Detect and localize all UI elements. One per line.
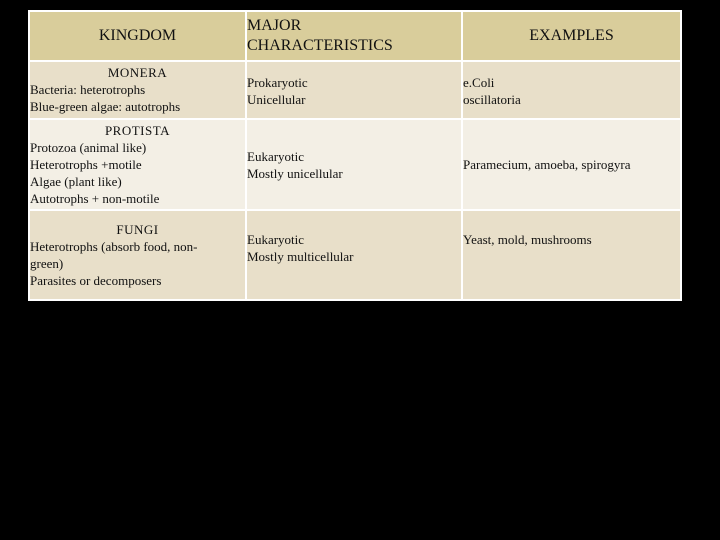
table-row-protista <box>29 119 681 210</box>
header-major-characteristics <box>246 11 462 61</box>
examples-cell-monera <box>462 61 681 119</box>
kingdoms-table <box>28 10 682 301</box>
kingdom-detail: Bacteria: heterotrophs <box>30 82 146 97</box>
kingdom-detail: Parasites or decomposers <box>30 272 162 288</box>
characteristic-text: Mostly unicellular <box>247 165 343 181</box>
table-row-fungi <box>29 210 681 300</box>
kingdom-detail: Blue-green algae: autotrophs <box>30 99 181 114</box>
kingdom-name-protista: PROTISTA <box>104 122 171 138</box>
table-header-row <box>29 11 681 61</box>
characteristics-cell-fungi <box>246 210 462 300</box>
characteristic-text: Eukaryotic <box>247 148 305 164</box>
characteristic-text: Prokaryotic <box>247 75 308 90</box>
kingdom-detail: Protozoa (animal like) <box>30 139 147 155</box>
example-text: Paramecium, amoeba, spirogyra <box>463 157 631 172</box>
examples-cell-fungi <box>462 210 681 300</box>
characteristic-text: Eukaryotic <box>247 232 305 247</box>
characteristics-cell-protista <box>246 119 462 210</box>
header-major-line1: MAJOR <box>247 17 302 34</box>
characteristic-text: Unicellular <box>247 92 306 107</box>
example-text: e.Coli <box>463 75 495 90</box>
kingdom-cell-protista <box>29 119 246 210</box>
header-major-line2: CHARACTERISTICS <box>247 37 393 54</box>
table-row-monera <box>29 61 681 119</box>
header-kingdom: KINGDOM <box>29 11 246 61</box>
kingdom-detail: Heterotrophs (absorb food, non- <box>30 238 198 254</box>
examples-cell-protista <box>462 119 681 210</box>
header-examples: EXAMPLES <box>462 11 681 61</box>
kingdom-name-monera: MONERA <box>107 65 168 80</box>
kingdom-name-fungi: FUNGI <box>116 221 159 237</box>
kingdom-cell-fungi <box>29 210 246 300</box>
kingdom-detail: green) <box>30 255 64 271</box>
example-text: Yeast, mold, mushrooms <box>463 232 592 247</box>
example-text: oscillatoria <box>463 92 521 107</box>
characteristic-text: Mostly multicellular <box>247 249 354 264</box>
characteristics-cell-monera <box>246 61 462 119</box>
kingdom-detail: Heterotrophs +motile <box>30 156 142 172</box>
kingdom-cell-monera <box>29 61 246 119</box>
kingdom-detail: Algae (plant like) <box>30 173 122 189</box>
kingdom-detail: Autotrophs + non-motile <box>30 190 160 206</box>
